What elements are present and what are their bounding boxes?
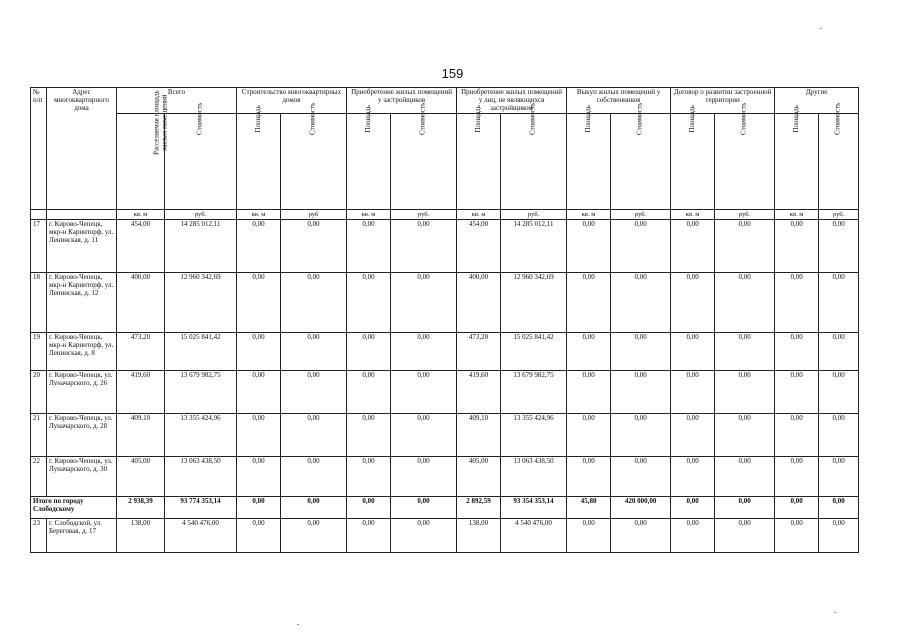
value-cell: 0,00 — [775, 457, 819, 497]
value-cell: 0,00 — [819, 333, 859, 371]
value-cell: 0,00 — [611, 519, 671, 553]
value-cell: 0,00 — [237, 414, 281, 457]
value-cell: 0,00 — [567, 519, 611, 553]
value-cell: 13 063 438,50 — [165, 457, 237, 497]
value-cell: 405,00 — [457, 457, 501, 497]
value-cell: 0,00 — [281, 457, 347, 497]
unit-cell: руб. — [819, 210, 859, 220]
header-group: Другие — [775, 88, 859, 114]
header-sub-cell — [347, 105, 391, 210]
header-sub-cell — [237, 105, 281, 210]
value-cell: 0,00 — [347, 273, 391, 333]
value-cell: 14 285 012,11 — [501, 220, 567, 273]
header-sub-label: Площадь — [583, 105, 592, 133]
unit-cell: руб. — [391, 210, 457, 220]
value-cell: 0,00 — [281, 414, 347, 457]
value-cell: 0,00 — [715, 414, 775, 457]
row-number: 18 — [31, 273, 47, 333]
value-cell: 0,00 — [567, 371, 611, 414]
row-address: г. Кирово-Чепецк, мкр-н Каринторф, ул. Ленинская, д. 12 — [47, 273, 117, 333]
unit-cell: кв. м — [347, 210, 391, 220]
value-cell: 0,00 — [671, 371, 715, 414]
value-cell: 13 679 982,75 — [165, 371, 237, 414]
header-group: Строительство многоквартирных домов — [237, 88, 347, 114]
header-sub-cell — [671, 105, 715, 210]
header-group: Всего — [117, 88, 237, 114]
table-row — [31, 220, 859, 273]
value-cell: 0,00 — [281, 519, 347, 553]
value-cell: 0,00 — [715, 371, 775, 414]
value-cell: 0,00 — [775, 519, 819, 553]
value-cell: 138,00 — [457, 519, 501, 553]
value-cell: 0,00 — [237, 457, 281, 497]
header-num: № п/п — [31, 88, 47, 210]
value-cell: 0,00 — [715, 273, 775, 333]
value-cell: 473,20 — [117, 333, 165, 371]
header-sub-cell — [715, 103, 775, 210]
value-cell: 0,00 — [715, 220, 775, 273]
value-cell: 0,00 — [715, 497, 775, 519]
unit-cell: руб — [281, 210, 347, 220]
value-cell: 0,00 — [237, 371, 281, 414]
total-row — [31, 497, 859, 519]
value-cell: 12 960 342,69 — [501, 273, 567, 333]
value-cell: 0,00 — [671, 519, 715, 553]
table-row — [31, 333, 859, 371]
row-address: г. Кирово-Чепецк, ул. Луначарского, д. 28 — [47, 414, 117, 457]
row-number: 22 — [31, 457, 47, 497]
value-cell: 0,00 — [347, 371, 391, 414]
row-number: 19 — [31, 333, 47, 371]
value-cell: 409,10 — [117, 414, 165, 457]
value-cell: 0,00 — [347, 497, 391, 519]
table-row — [31, 457, 859, 497]
unit-cell: кв. м — [671, 210, 715, 220]
value-cell: 0,00 — [237, 273, 281, 333]
unit-cell: руб. — [501, 210, 567, 220]
value-cell: 0,00 — [391, 273, 457, 333]
value-cell: 420 000,00 — [611, 497, 671, 519]
value-cell: 12 960 342,69 — [165, 273, 237, 333]
header-sub-label: Стоимость — [833, 103, 842, 136]
row-address: г. Кирово-Чепецк, ул. Луначарского, д. 30 — [47, 457, 117, 497]
table-row — [31, 414, 859, 457]
value-cell: 0,00 — [775, 220, 819, 273]
value-cell: 0,00 — [237, 497, 281, 519]
value-cell: 0,00 — [281, 273, 347, 333]
value-cell: 0,00 — [611, 220, 671, 273]
value-cell: 4 540 476,00 — [165, 519, 237, 553]
value-cell: 0,00 — [567, 220, 611, 273]
value-cell: 0,00 — [671, 333, 715, 371]
row-number: 17 — [31, 220, 47, 273]
value-cell: 93 354 353,14 — [501, 497, 567, 519]
scan-speck — [834, 612, 836, 613]
value-cell: 0,00 — [671, 273, 715, 333]
header-sub-label: Площадь — [473, 105, 482, 133]
value-cell: 0,00 — [775, 273, 819, 333]
header-sub-label: Площадь — [791, 105, 800, 133]
header-sub-cell — [117, 90, 168, 210]
value-cell: 0,00 — [819, 497, 859, 519]
header-sub-label: Стоимость — [739, 103, 748, 136]
value-cell: 0,00 — [391, 497, 457, 519]
value-cell: 0,00 — [237, 220, 281, 273]
value-cell: 45,80 — [567, 497, 611, 519]
value-cell: 0,00 — [671, 414, 715, 457]
value-cell: 400,00 — [117, 273, 165, 333]
header-sub-cell — [501, 103, 567, 210]
value-cell: 0,00 — [819, 273, 859, 333]
value-cell: 15 025 841,42 — [165, 333, 237, 371]
value-cell: 0,00 — [611, 273, 671, 333]
header-group: Приобретение жилых помещений у лиц, не являющихся застройщиком — [457, 88, 567, 114]
row-address: г. Кирово-Чепецк, мкр-н Каринторф, ул. Ленинская, д. 11 — [47, 220, 117, 273]
total-label: Итого по городу Слободскому — [31, 497, 117, 519]
unit-cell: кв. м — [775, 210, 819, 220]
unit-cell: кв. м — [457, 210, 501, 220]
value-cell: 0,00 — [671, 220, 715, 273]
header-sub-label: Стоимость — [418, 103, 427, 136]
unit-cell: кв. м — [237, 210, 281, 220]
value-cell: 15 025 841,42 — [501, 333, 567, 371]
value-cell: 0,00 — [567, 414, 611, 457]
header-sub-label: Площадь — [363, 105, 372, 133]
value-cell: 0,00 — [347, 457, 391, 497]
units-empty-cell — [31, 210, 47, 220]
header-group: Приобретение жилых помещений у застройщиков — [347, 88, 457, 114]
value-cell: 0,00 — [775, 371, 819, 414]
header-sub-cell — [457, 105, 501, 210]
value-cell: 2 892,59 — [457, 497, 501, 519]
value-cell: 2 938,39 — [117, 497, 165, 519]
value-cell: 0,00 — [567, 457, 611, 497]
value-cell: 0,00 — [775, 414, 819, 457]
unit-cell: кв. м — [117, 210, 165, 220]
header-sub-cell — [611, 103, 671, 210]
value-cell: 409,10 — [457, 414, 501, 457]
value-cell: 13 355 424,96 — [501, 414, 567, 457]
page-number: 159 — [441, 66, 464, 81]
value-cell: 0,00 — [819, 519, 859, 553]
value-cell: 0,00 — [391, 457, 457, 497]
header-sub-cell — [819, 103, 859, 210]
scan-speck — [820, 28, 822, 29]
value-cell: 0,00 — [281, 220, 347, 273]
value-cell: 0,00 — [567, 333, 611, 371]
value-cell: 4 540 476,00 — [501, 519, 567, 553]
value-cell: 0,00 — [775, 497, 819, 519]
unit-cell: руб. — [165, 210, 237, 220]
value-cell: 0,00 — [237, 333, 281, 371]
value-cell: 0,00 — [347, 220, 391, 273]
value-cell: 0,00 — [281, 371, 347, 414]
table-row — [31, 273, 859, 333]
value-cell: 0,00 — [819, 414, 859, 457]
row-address: г. Слободской, ул. Береговая, д. 17 — [47, 519, 117, 553]
value-cell: 0,00 — [281, 497, 347, 519]
value-cell: 0,00 — [391, 371, 457, 414]
unit-cell: кв. м — [567, 210, 611, 220]
row-address: г. Кирово-Чепецк, мкр-н Каринторф, ул. Ленинская, д. 8 — [47, 333, 117, 371]
value-cell: 0,00 — [391, 414, 457, 457]
value-cell: 454,00 — [117, 220, 165, 273]
header-sub-cell — [567, 105, 611, 210]
value-cell: 0,00 — [567, 273, 611, 333]
table-row — [31, 519, 859, 553]
value-cell: 419,60 — [117, 371, 165, 414]
value-cell: 13 679 982,75 — [501, 371, 567, 414]
value-cell: 13 063 438,50 — [501, 457, 567, 497]
value-cell: 13 355 424,96 — [165, 414, 237, 457]
value-cell: 0,00 — [391, 220, 457, 273]
header-sub-label: Стоимость — [528, 103, 537, 136]
unit-cell: руб. — [611, 210, 671, 220]
header-sub-label: Площадь — [253, 105, 262, 133]
value-cell: 0,00 — [715, 333, 775, 371]
value-cell: 0,00 — [671, 457, 715, 497]
header-sub-cell — [281, 103, 347, 210]
value-cell: 14 285 012,11 — [165, 220, 237, 273]
header-sub-cell — [391, 103, 457, 210]
value-cell: 0,00 — [819, 371, 859, 414]
value-cell: 0,00 — [715, 519, 775, 553]
value-cell: 0,00 — [611, 333, 671, 371]
row-number: 23 — [31, 519, 47, 553]
value-cell: 0,00 — [391, 333, 457, 371]
value-cell: 0,00 — [819, 457, 859, 497]
value-cell: 0,00 — [281, 333, 347, 371]
row-number: 21 — [31, 414, 47, 457]
value-cell: 0,00 — [347, 333, 391, 371]
value-cell: 473,20 — [457, 333, 501, 371]
value-cell: 0,00 — [611, 457, 671, 497]
value-cell: 0,00 — [391, 519, 457, 553]
value-cell: 454,00 — [457, 220, 501, 273]
header-sub-label: Стоимость — [195, 103, 204, 136]
header-sub-label: Расселяемая площадь жилых помещений — [152, 90, 168, 156]
value-cell: 0,00 — [611, 414, 671, 457]
value-cell: 0,00 — [715, 457, 775, 497]
value-cell: 0,00 — [347, 519, 391, 553]
value-cell: 0,00 — [347, 414, 391, 457]
header-sub-label: Стоимость — [308, 103, 317, 136]
header-group: Выкуп жилых помещений у собственников — [567, 88, 671, 114]
row-number: 20 — [31, 371, 47, 414]
header-sub-row — [31, 114, 859, 210]
value-cell: 419,60 — [457, 371, 501, 414]
value-cell: 400,00 — [457, 273, 501, 333]
unit-cell: руб. — [715, 210, 775, 220]
header-units-row — [31, 210, 859, 220]
resettlement-table — [30, 87, 859, 553]
units-empty-cell — [47, 210, 117, 220]
table-row — [31, 371, 859, 414]
value-cell: 0,00 — [671, 497, 715, 519]
header-sub-cell — [775, 105, 819, 210]
value-cell: 405,00 — [117, 457, 165, 497]
header-sub-cell — [165, 103, 237, 210]
header-sub-label: Стоимость — [635, 103, 644, 136]
value-cell: 0,00 — [237, 519, 281, 553]
value-cell: 0,00 — [611, 371, 671, 414]
value-cell: 138,00 — [117, 519, 165, 553]
header-address: Адрес многоквартирного дома — [47, 88, 117, 210]
header-sub-label: Площадь — [687, 105, 696, 133]
value-cell: 93 774 353,14 — [165, 497, 237, 519]
scan-speck — [297, 624, 299, 625]
value-cell: 0,00 — [775, 333, 819, 371]
header-group: Договор о развитии застроенной территории — [671, 88, 775, 114]
row-address: г. Кирово-Чепецк, ул. Луначарского, д. 26 — [47, 371, 117, 414]
value-cell: 0,00 — [819, 220, 859, 273]
